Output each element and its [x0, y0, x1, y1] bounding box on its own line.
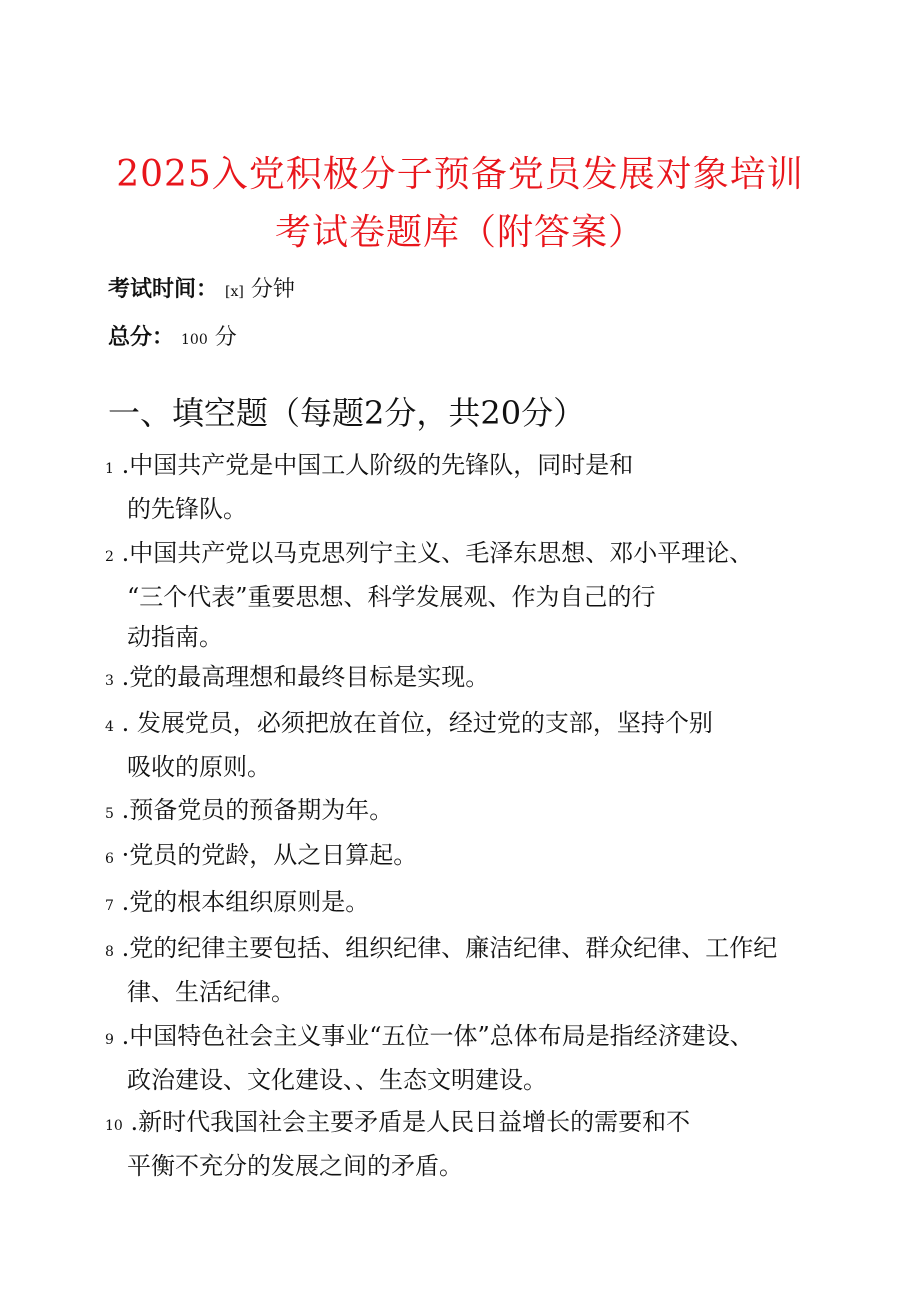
- section-heading: 一、填空题（每题2分，共20分）: [108, 394, 586, 432]
- question-item: [105, 1016, 754, 1100]
- question-number: 2: [105, 549, 114, 565]
- question-text-continued: 吸收的原则。: [127, 753, 271, 781]
- total-score-label: 总分：: [108, 325, 175, 350]
- question-number: 3: [105, 673, 114, 689]
- question-item: [105, 790, 393, 834]
- total-score-value: 100: [181, 332, 208, 348]
- question-text: .中国共产党是中国工人阶级的先锋队，同时是和: [121, 451, 634, 479]
- question-item: [105, 928, 777, 1012]
- question-text-continued: 律、生活纪律。: [127, 978, 295, 1006]
- question-text: . 发展党员，必须把放在首位，经过党的支部，坚持个别: [121, 709, 713, 737]
- question-item: [105, 445, 633, 529]
- question-text: .中国共产党以马克思列宁主义、毛泽东思想、邓小平理论、: [121, 539, 754, 567]
- question-item: [105, 882, 369, 926]
- question-number: 10: [105, 1118, 123, 1134]
- question-number: 9: [105, 1032, 114, 1048]
- question-number: 4: [105, 719, 114, 735]
- question-text-continued: 动指南。: [127, 623, 223, 651]
- exam-time-unit: 分钟: [250, 277, 295, 302]
- question-item: [105, 657, 489, 701]
- question-item: [105, 1102, 690, 1186]
- question-text: .党的纪律主要包括、组织纪律、廉洁纪律、群众纪律、工作纪: [121, 934, 778, 962]
- exam-time-value: [x]: [225, 284, 244, 300]
- question-text: .预备党员的预备期为年。: [121, 796, 394, 824]
- question-text-continued: 平衡不充分的发展之间的矛盾。: [127, 1152, 463, 1180]
- question-text-continued: “三个代表”重要思想、科学发展观、作为自己的行: [127, 583, 656, 611]
- question-text: .党的根本组织原则是。: [121, 888, 370, 916]
- question-number: 7: [105, 898, 114, 914]
- question-number: 1: [105, 461, 114, 477]
- exam-time-label: 考试时间：: [108, 277, 219, 302]
- question-item: [105, 533, 753, 657]
- exam-time-row: [108, 272, 295, 303]
- question-text-continued: 的先锋队。: [127, 495, 247, 523]
- question-number: 5: [105, 806, 114, 822]
- total-score-row: [108, 320, 237, 351]
- question-text: ·党员的党龄，从之日算起。: [121, 841, 418, 869]
- question-text: .中国特色社会主义事业“五位一体”总体布局是指经济建设、: [121, 1022, 754, 1050]
- document-title-line1: 2025入党积极分子预备党员发展对象培训: [116, 154, 804, 195]
- question-number: 8: [105, 944, 114, 960]
- question-item: [105, 703, 713, 787]
- question-text-continued: 政治建设、文化建设、、生态文明建设。: [127, 1066, 547, 1094]
- question-item: [105, 835, 417, 879]
- question-text: .党的最高理想和最终目标是实现。: [121, 663, 490, 691]
- total-score-unit: 分: [214, 325, 237, 350]
- question-text: .新时代我国社会主要矛盾是人民日益增长的需要和不: [130, 1108, 691, 1136]
- document-title-line2: 考试卷题库（附答案）: [274, 212, 645, 253]
- question-number: 6: [105, 851, 114, 867]
